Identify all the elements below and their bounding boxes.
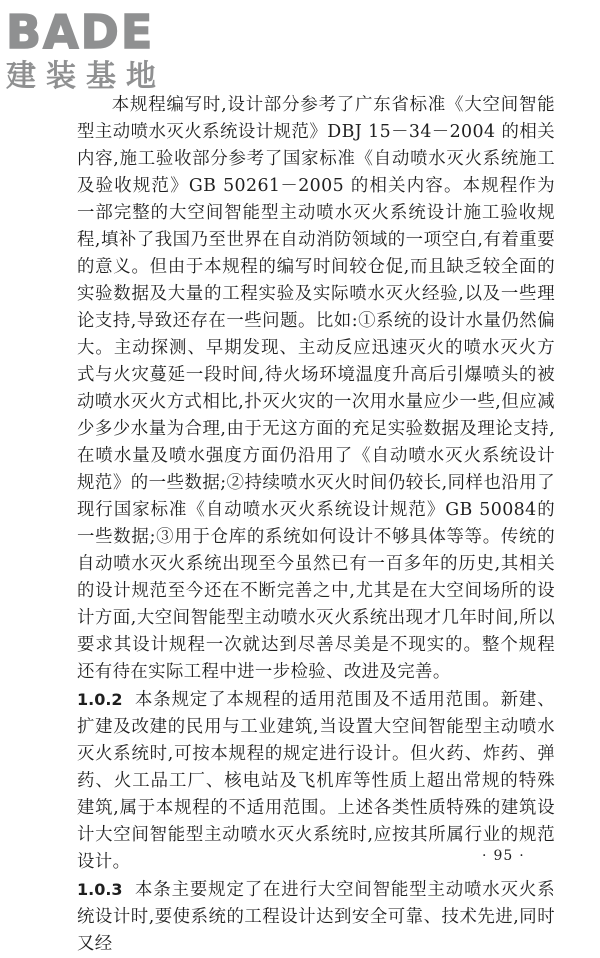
bullet-dot-icon: · <box>519 848 525 864</box>
clause-text: 本条主要规定了在进行大空间智能型主动喷水灭火系统设计时,要使系统的工程设计达到安全可靠、技术先进,同时又经 <box>77 880 555 954</box>
clause-1-0-3 <box>77 876 555 958</box>
intro-paragraph <box>77 92 555 686</box>
document-body <box>77 92 555 958</box>
clause-number: 1.0.3 <box>77 880 123 899</box>
page-number <box>476 848 531 864</box>
bullet-dot-icon: · <box>482 848 488 864</box>
page-number-value: 95 <box>493 848 514 864</box>
logo-wordmark: BADE <box>6 5 155 59</box>
bade-logo <box>4 4 179 92</box>
clause-number: 1.0.2 <box>77 690 123 709</box>
logo-graphic <box>4 4 179 92</box>
logo-subtitle: 建装基地 <box>6 59 166 92</box>
clause-text: 本条规定了本规程的适用范围及不适用范围。新建、扩建及改建的民用与工业建筑,当设置大空间智能型主动喷水灭火系统时,可按本规程的规定进行设计。但火药、炸药、弹药、火工品工厂、核电站及飞机库等性质上超出常规的特殊建筑,属于本规程的不适用范围。上述各类性质特殊的建筑设计大空间智能型主动喷水灭火系统时,应按其所属行业的规范设计。 <box>77 690 555 872</box>
intro-paragraph-text: 本规程编写时,设计部分参考了广东省标准《大空间智能型主动喷水灭火系统设计规范》DBJ 15－34－2004 的相关内容,施工验收部分参考了国家标准《自动喷水灭火系统施工及验收规范》GB 50261－2005 的相关内容。本规程作为一部完整的大空间智能型主动喷水灭火系统设计施工验收规程,填补了我国乃至世界在自动消防领域的一项空白,有着重要的意义。但由于本规程的编写时间较仓促,而且缺乏较全面的实验数据及大量的工程实验及实际喷水灭火经验,以及一些理论支持,导致还存在一些问题。比如:①系统的设计水量仍然偏大。主动探测、早期发现、主动反应迅速灭火的喷水灭火方式与火灾蔓延一段时间,待火场环境温度升高后引爆喷头的被动喷水灭火方式相比,扑灭火灾的一次用水量应少一些,但应减少多少水量为合理,由于无这方面的充足实验数据及理论支持,在喷水量及喷水强度方面仍沿用了《自动喷水灭火系统设计规范》的一些数据;②持续喷水灭火时间仍较长,同样也沿用了现行国家标准《自动喷水灭火系统设计规范》GB 50084的一些数据;③用于仓库的系统如何设计不够具体等等。传统的自动喷水灭火系统出现至今虽然已有一百多年的历史,其相关的设计规范至今还在不断完善之中,尤其是在大空间场所的设计方面,大空间智能型主动喷水灭火系统出现才几年时间,所以要求其设计规程一次就达到尽善尽美是不现实的。整个规程还有待在实际工程中进一步检验、改进及完善。 <box>77 95 555 682</box>
